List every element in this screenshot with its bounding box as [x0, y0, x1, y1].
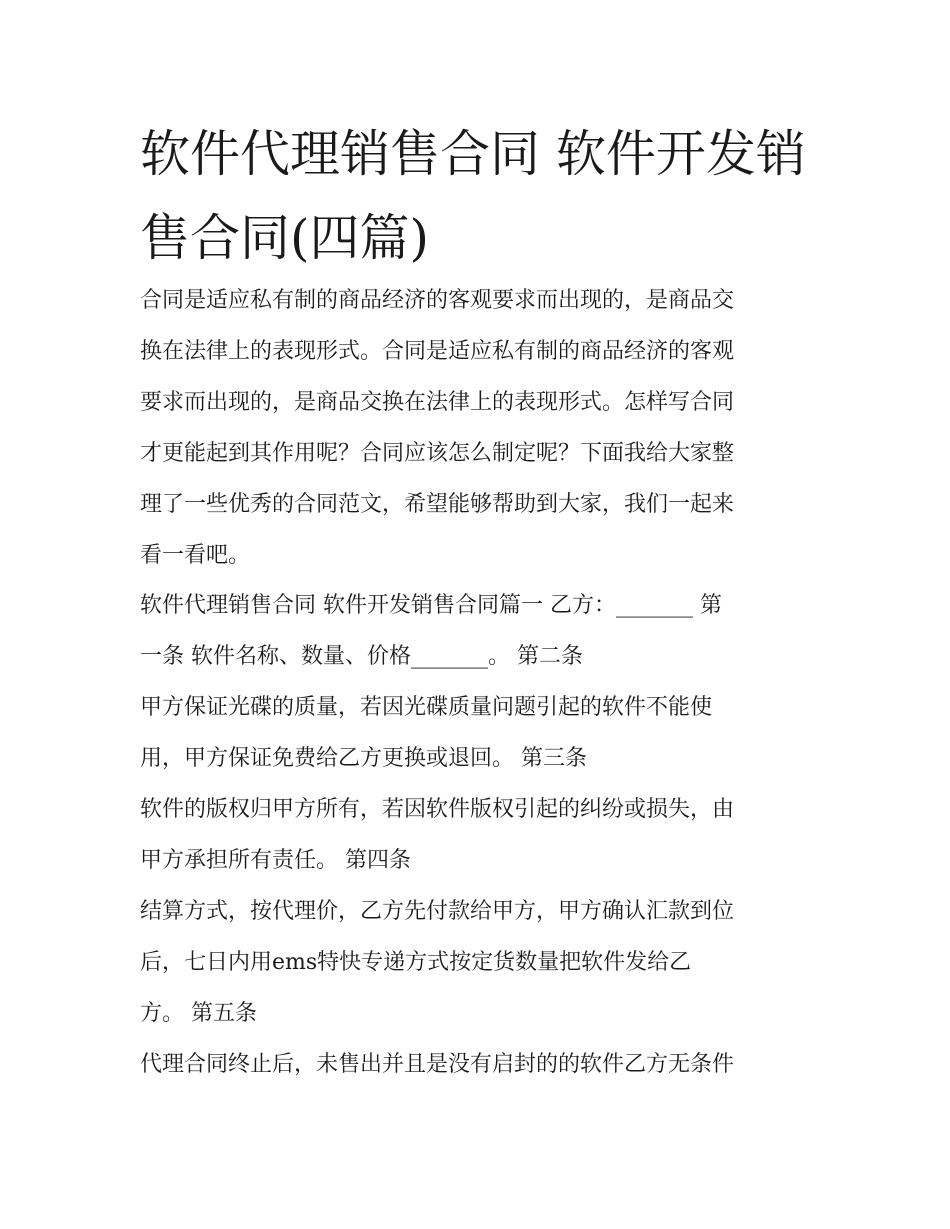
clause-line: 甲方承担所有责任。 第四条 — [140, 848, 411, 873]
intro-line: 才更能起到其作用呢？合同应该怎么制定呢？下面我给大家整 — [140, 441, 735, 466]
intro-line: 合同是适应私有制的商品经济的客观要求而出现的，是商品交 — [140, 288, 735, 313]
clause-line: 结算方式，按代理价，乙方先付款给甲方，甲方确认汇款到位 — [140, 899, 735, 924]
intro-line: 要求而出现的，是商品交换在法律上的表现形式。怎样写合同 — [140, 390, 735, 415]
clause-line: 软件的版权归甲方所有，若因软件版权引起的纠纷或损失，由 — [140, 797, 735, 822]
clause-line: 方。 第五条 — [140, 1001, 257, 1026]
title-line: 软件代理销售合同 软件开发销 — [140, 125, 806, 183]
clause-line: 软件代理销售合同 软件开发销售合同篇一 乙方：_______ 第 — [140, 593, 722, 618]
clause-line: 甲方保证光碟的质量，若因光碟质量问题引起的软件不能使 — [140, 695, 713, 720]
intro-line: 理了一些优秀的合同范文，希望能够帮助到大家，我们一起来 — [140, 492, 735, 517]
intro-line: 换在法律上的表现形式。合同是适应私有制的商品经济的客观 — [140, 339, 735, 364]
clause-line: 后，七日内用ems特快专递方式按定货数量把软件发给乙 — [140, 950, 692, 975]
clause-line: 一条 软件名称、数量、价格_______。 第二条 — [140, 644, 583, 669]
clause-line: 用，甲方保证免费给乙方更换或退回。 第三条 — [140, 746, 587, 771]
document-title — [140, 112, 840, 280]
title-line: 售合同(四篇) — [140, 209, 430, 267]
intro-paragraph — [140, 275, 830, 581]
intro-line: 看一看吧。 — [140, 543, 251, 568]
clause-line: 代理合同终止后，未售出并且是没有启封的的软件乙方无条件 — [140, 1052, 735, 1077]
contract-clauses — [140, 580, 830, 1090]
